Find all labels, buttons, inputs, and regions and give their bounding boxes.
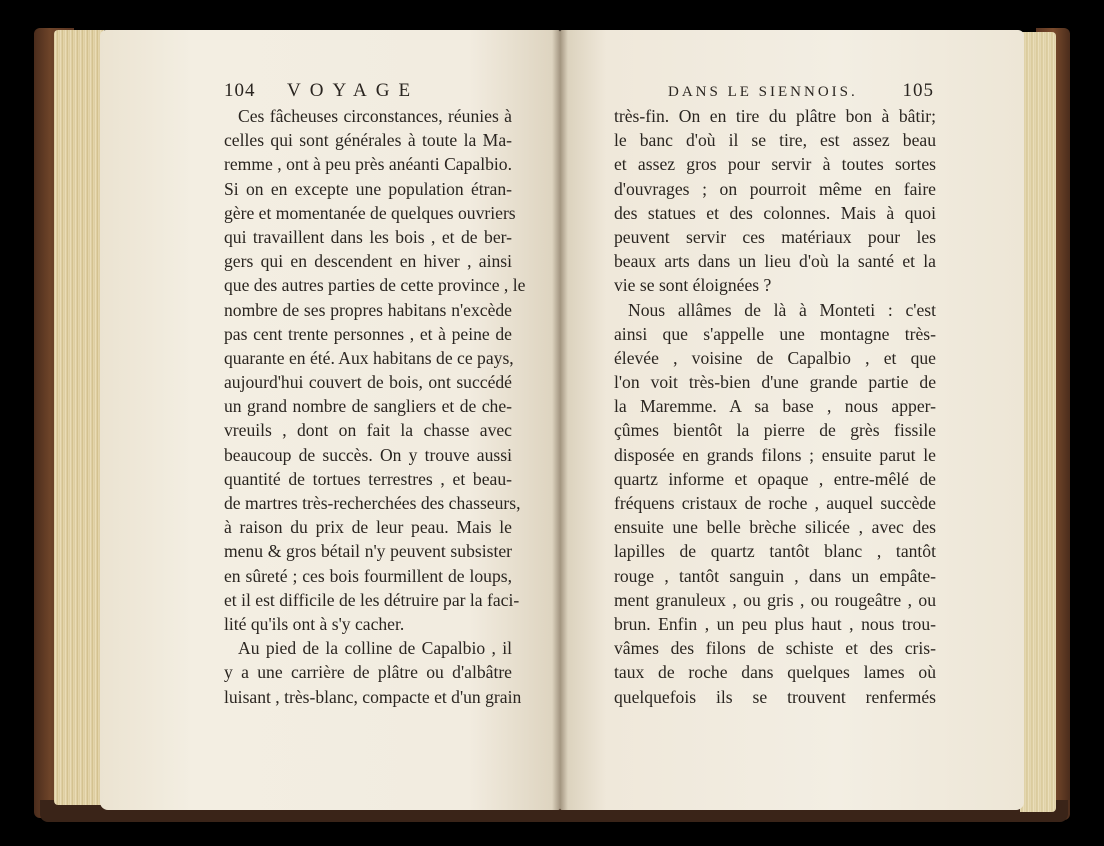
- text-line: y a une carrière de plâtre ou d'albâtre: [224, 662, 512, 683]
- text-line: quelquefois ils se trouvent renfermés: [614, 686, 936, 707]
- text-line: gers qui en descendent en hiver , ainsi: [224, 251, 512, 272]
- text-line: menu & gros bétail n'y peuvent subsister: [224, 541, 512, 562]
- text-line: vâmes des filons de schiste et des cris-: [614, 638, 936, 659]
- text-line: brun. Enfin , un peu plus haut , nous trou-: [614, 613, 936, 634]
- text-line: fréquens cristaux de roche , auquel succède: [614, 493, 936, 513]
- text-line: taux de roche dans quelques lames où: [614, 662, 936, 683]
- text-line: nombre de ses propres habitans n'excède: [224, 299, 512, 320]
- right-running-head: DANS LE SIENNOIS.: [668, 84, 858, 100]
- text-line: de martres très-recherchées des chasseurs,: [224, 493, 521, 513]
- text-line: d'ouvrages ; on pourroit même en faire: [614, 178, 936, 199]
- right-page-number: 105: [902, 80, 934, 101]
- left-running-head: VOYAGE: [287, 80, 420, 101]
- book-gutter: [552, 30, 568, 810]
- left-page-header: [224, 80, 436, 104]
- text-line: vreuils , dont on fait la chasse avec: [224, 420, 512, 441]
- text-line: en sûreté ; ces bois fourmillent de loups,: [224, 565, 512, 586]
- right-page-text: [614, 104, 936, 709]
- text-line: très-fin. On en tire du plâtre bon à bâtir;: [614, 106, 936, 126]
- text-line: l'on voit très-bien d'une grande partie de: [614, 372, 936, 393]
- text-line: ainsi que s'appelle une montagne très-: [614, 323, 936, 344]
- text-line: quarante en été. Aux habitans de ce pays,: [224, 347, 514, 368]
- left-page-edges: [54, 30, 104, 805]
- text-line: Au pied de la colline de Capalbio , il: [238, 638, 512, 659]
- text-line: lapilles de quartz tantôt blanc , tantôt: [614, 541, 936, 562]
- left-page-text: [224, 104, 526, 709]
- right-page-edges: [1020, 32, 1056, 812]
- text-line: un grand nombre de sangliers et de che-: [224, 396, 512, 417]
- text-line: pas cent trente personnes , et à peine de: [224, 323, 512, 344]
- text-line: et assez gros pour servir à toutes sortes: [614, 154, 936, 175]
- right-page-header: [668, 80, 934, 104]
- text-line: à raison du prix de leur peau. Mais le: [224, 517, 512, 538]
- text-line: beaucoup de succès. On y trouve aussi: [224, 444, 512, 465]
- text-line: Ces fâcheuses circonstances, réunies à: [238, 106, 512, 126]
- left-page-number: 104: [224, 80, 256, 101]
- text-line: quartz informe et opaque , entre-mêlé de: [614, 468, 936, 489]
- text-line: çûmes bientôt la pierre de grès fissile: [614, 420, 936, 441]
- text-line: celles qui sont générales à toute la Ma-: [224, 130, 512, 151]
- text-line: quantité de tortues terrestres , et beau-: [224, 468, 512, 489]
- text-line: luisant , très-blanc, compacte et d'un grain: [224, 686, 522, 707]
- text-line: des statues et des colonnes. Mais à quoi: [614, 202, 936, 223]
- text-line: la Maremme. A sa base , nous apper-: [614, 396, 936, 417]
- text-line: Si on en excepte une population étran-: [224, 178, 512, 199]
- text-line: Nous allâmes de là à Monteti : c'est: [628, 299, 936, 320]
- text-line: rouge , tantôt sanguin , dans un empâte-: [614, 565, 936, 586]
- text-line: le banc d'où il se tire, est assez beau: [614, 130, 936, 151]
- text-line: beaux arts dans un lieu d'où la santé et la: [614, 251, 936, 272]
- text-line: élevée , voisine de Capalbio , et que: [614, 347, 936, 368]
- text-line: aujourd'hui couvert de bois, ont succédé: [224, 372, 512, 393]
- text-line: ensuite une belle brèche silicée , avec des: [614, 517, 936, 538]
- text-line: ment granuleux , ou gris , ou rougeâtre , ou: [614, 589, 936, 610]
- text-line: vie se sont éloignées ?: [614, 275, 772, 296]
- text-line: disposée en grands filons ; ensuite parut le: [614, 444, 936, 465]
- text-line: que des autres parties de cette province , le: [224, 275, 526, 296]
- text-line: remme , ont à peu près anéanti Capalbio.: [224, 154, 512, 175]
- text-line: et il est difficile de les détruire par la faci-: [224, 589, 520, 610]
- text-line: gère et momentanée de quelques ouvriers: [224, 202, 516, 223]
- text-line: qui travaillent dans les bois , et de ber-: [224, 226, 512, 247]
- text-line: lité qu'ils ont à s'y cacher.: [224, 613, 405, 634]
- text-line: peuvent servir ces matériaux pour les: [614, 226, 936, 247]
